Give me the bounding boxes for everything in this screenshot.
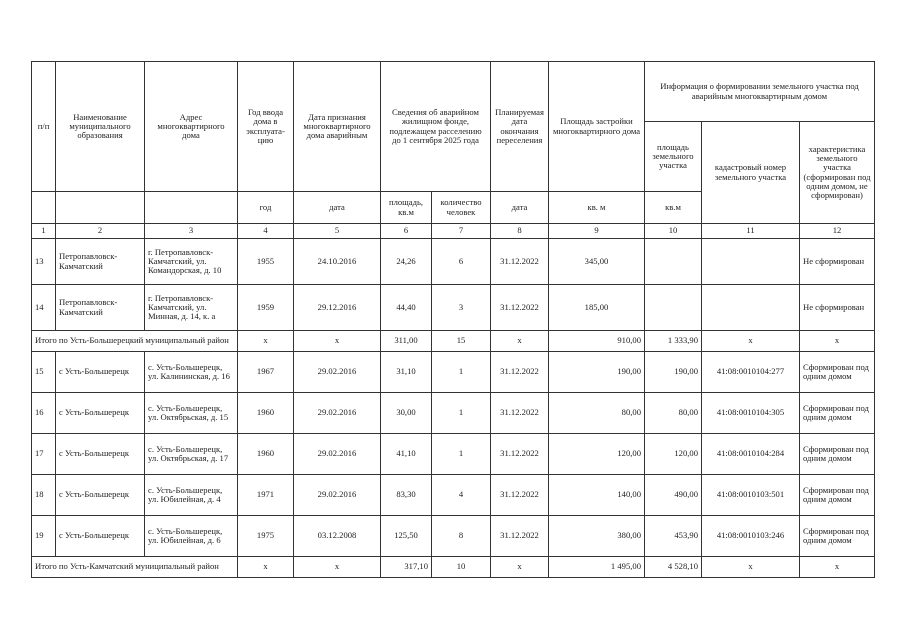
address: с. Усть-Большерецк, ул. Юбилейная, д. 4 [145,475,238,516]
unit-area: площадь, кв.м [381,192,432,224]
recognition-date: 03.12.2008 [294,516,381,557]
row-number: 17 [32,434,56,475]
header-fund: Сведения об аварийном жилищном фонде, подлежащем расселению до 1 сентября 2025 года [381,62,491,192]
unit-cell [32,192,56,224]
recognition-date: 29.02.2016 [294,393,381,434]
recognition-date: 29.02.2016 [294,352,381,393]
recognition-date: 29.12.2016 [294,285,381,331]
people: 1 [432,393,491,434]
end-date: 31.12.2022 [491,393,549,434]
year: x [238,557,294,578]
row-number: 19 [32,516,56,557]
cadastral-number: 41:08:0010104:284 [702,434,800,475]
recognition-date: 29.02.2016 [294,434,381,475]
build-area: 345,00 [549,239,645,285]
build-area: 80,00 [549,393,645,434]
table-row [32,434,875,475]
unit-sqm2: кв.м [645,192,702,224]
col-number: 12 [800,224,875,239]
address: г. Петропавловск-Камчатский, ул. Командорская, д. 10 [145,239,238,285]
build-area: 120,00 [549,434,645,475]
table-row [32,285,875,331]
header-land-char: характеристика земельного участка (сформирован под одним домом, не сформирован) [800,122,875,224]
unit-year: год [238,192,294,224]
end-date: 31.12.2022 [491,239,549,285]
row-number: 15 [32,352,56,393]
people: 15 [432,331,491,352]
year: 1960 [238,434,294,475]
row-number: 18 [32,475,56,516]
area: 24,26 [381,239,432,285]
header-recognition-date: Дата признания многоквартирного дома аварийным [294,62,381,192]
col-number: 10 [645,224,702,239]
people: 8 [432,516,491,557]
build-area: 190,00 [549,352,645,393]
land-status: Сформирован под одним домом [800,475,875,516]
col-number: 6 [381,224,432,239]
col-number: 7 [432,224,491,239]
people: 3 [432,285,491,331]
unit-cell [145,192,238,224]
land-status: Не сформирован [800,239,875,285]
recognition-date: x [294,557,381,578]
header-year: Год ввода дома в эксплуата-цию [238,62,294,192]
land-area: 120,00 [645,434,702,475]
total-row [32,557,875,578]
land-area [645,285,702,331]
cadastral-number: 41:08:0010103:246 [702,516,800,557]
col-number: 4 [238,224,294,239]
area: 44,40 [381,285,432,331]
col-number: 2 [56,224,145,239]
end-date: x [491,331,549,352]
table-row [32,475,875,516]
municipality: с Усть-Большерецк [56,393,145,434]
municipality: с Усть-Большерецк [56,434,145,475]
build-area: 1 495,00 [549,557,645,578]
cadastral-number: 41:08:0010104:305 [702,393,800,434]
header-cadastral: кадастровый номер земельного участка [702,122,800,224]
land-status: Не сформирован [800,285,875,331]
land-area: 190,00 [645,352,702,393]
municipality: с Усть-Большерецк [56,352,145,393]
people: 6 [432,239,491,285]
area: 311,00 [381,331,432,352]
end-date: 31.12.2022 [491,285,549,331]
end-date: 31.12.2022 [491,352,549,393]
land-status: Сформирован под одним домом [800,352,875,393]
area: 31,10 [381,352,432,393]
col-number: 11 [702,224,800,239]
table-row [32,239,875,285]
address: с. Усть-Большерецк, ул. Калининская, д. 16 [145,352,238,393]
people: 10 [432,557,491,578]
header-land-info: Информация о формировании земельного участка под аварийным многоквартирным домом [645,62,875,122]
municipality: с Усть-Большерецк [56,475,145,516]
end-date: 31.12.2022 [491,434,549,475]
land-status: x [800,331,875,352]
total-label: Итого по Усть-Большерецкий муниципальный район [32,331,238,352]
header-end-date: Планируемая дата окончания переселения [491,62,549,192]
unit-sqm: кв. м [549,192,645,224]
row-number: 13 [32,239,56,285]
col-number: 1 [32,224,56,239]
cadastral-number: 41:08:0010103:501 [702,475,800,516]
land-area: 4 528,10 [645,557,702,578]
cadastral-number: x [702,331,800,352]
recognition-date: 29.02.2016 [294,475,381,516]
area: 41,10 [381,434,432,475]
cadastral-number: x [702,557,800,578]
people: 4 [432,475,491,516]
address: с. Усть-Большерецк, ул. Октябрьская, д. 15 [145,393,238,434]
build-area: 910,00 [549,331,645,352]
land-status: Сформирован под одним домом [800,393,875,434]
area: 83,30 [381,475,432,516]
col-number: 3 [145,224,238,239]
total-label: Итого по Усть-Камчатский муниципальный район [32,557,238,578]
municipality: Петропавловск-Камчатский [56,285,145,331]
land-area: 490,00 [645,475,702,516]
col-number: 5 [294,224,381,239]
year: 1960 [238,393,294,434]
year: x [238,331,294,352]
table-row [32,516,875,557]
build-area: 380,00 [549,516,645,557]
header-address: Адрес многоквартирного дома [145,62,238,192]
housing-table [31,61,875,578]
end-date: 31.12.2022 [491,516,549,557]
table-row [32,352,875,393]
address: с. Усть-Большерецк, ул. Юбилейная, д. 6 [145,516,238,557]
address: с. Усть-Большерецк, ул. Октябрьская, д. 17 [145,434,238,475]
end-date: 31.12.2022 [491,475,549,516]
header-mo: Наименование муниципального образования [56,62,145,192]
header-num: п/п [32,62,56,192]
unit-cell [56,192,145,224]
table-row [32,393,875,434]
cadastral-number [702,239,800,285]
year: 1975 [238,516,294,557]
build-area: 185,00 [549,285,645,331]
unit-date2: дата [491,192,549,224]
header-land-area: площадь земельного участка [645,122,702,192]
year: 1967 [238,352,294,393]
year: 1955 [238,239,294,285]
people: 1 [432,352,491,393]
land-status: Сформирован под одним домом [800,516,875,557]
year: 1959 [238,285,294,331]
cadastral-number [702,285,800,331]
build-area: 140,00 [549,475,645,516]
header-build-area: Площадь застройки многоквартирного дома [549,62,645,192]
total-row [32,331,875,352]
land-area [645,239,702,285]
land-area: 1 333,90 [645,331,702,352]
col-number: 9 [549,224,645,239]
area: 125,50 [381,516,432,557]
row-number: 16 [32,393,56,434]
area: 317,10 [381,557,432,578]
row-number: 14 [32,285,56,331]
recognition-date: 24.10.2016 [294,239,381,285]
year: 1971 [238,475,294,516]
unit-people: количество человек [432,192,491,224]
recognition-date: x [294,331,381,352]
col-number: 8 [491,224,549,239]
land-area: 453,90 [645,516,702,557]
cadastral-number: 41:08:0010104:277 [702,352,800,393]
address: г. Петропавловск-Камчатский, ул. Минная, д. 14, к. а [145,285,238,331]
land-status: x [800,557,875,578]
municipality: Петропавловск-Камчатский [56,239,145,285]
unit-date: дата [294,192,381,224]
land-status: Сформирован под одним домом [800,434,875,475]
end-date: x [491,557,549,578]
people: 1 [432,434,491,475]
area: 30,00 [381,393,432,434]
municipality: с Усть-Большерецк [56,516,145,557]
land-area: 80,00 [645,393,702,434]
